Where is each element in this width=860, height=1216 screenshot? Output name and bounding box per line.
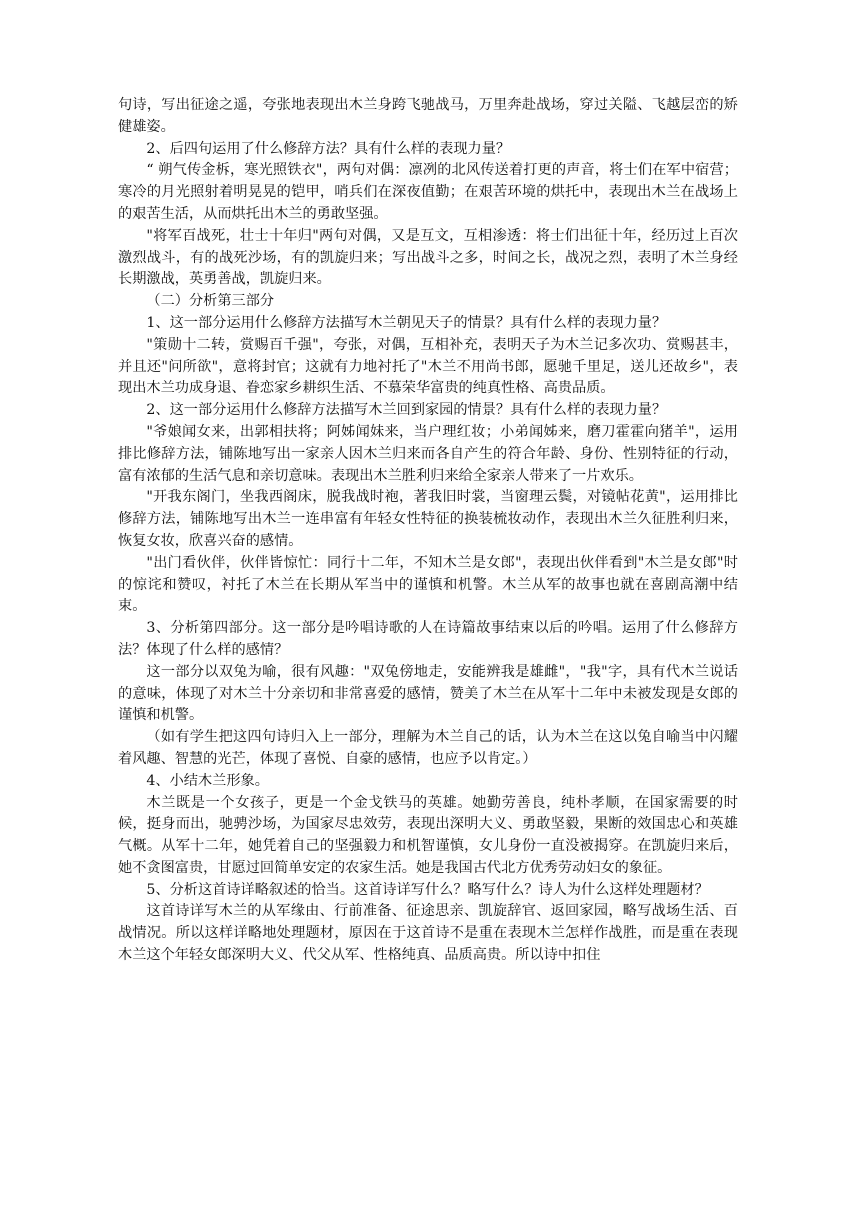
paragraph-14-note: （如有学生把这四句诗归入上一部分，理解为木兰自己的话，认为木兰在这以兔自喻当中闪耀着风趣、智慧的光芒，体现了喜悦、自豪的感情，也应予以肯定。）: [118, 729, 738, 767]
question-3-part-four: 3、分析第四部分。这一部分是吟唱诗歌的人在诗篇故事结束以后的吟唱。运用了什么修辞方法？体现了什么样的感情？: [118, 620, 738, 658]
paragraph-3: “ 朔气传金柝，寒光照铁衣"，两句对偶：凛冽的北风传送着打更的声音，将士们在军中宿营；寒冷的月光照射着明晃晃的铠甲，哨兵们在深夜值勤；在艰苦环境的烘托中，表现出木兰在战场上的艰苦生活，从而烘托出木兰的勇敢坚强。: [118, 162, 738, 222]
paragraph-13: 这一部分以双兔为喻，很有风趣："双兔傍地走，安能辨我是雄雌"，"我"字，具有代木兰说话的意味，体现了对木兰十分亲切和非常喜爱的感情，赞美了木兰在从军十二年中未被发现是女郎的谨慎和机警。: [118, 663, 738, 724]
paragraph-1: 句诗，写出征途之遥，夸张地表现出木兰身跨飞驰战马，万里奔赴战场，穿过关隘、飞越层峦的矫健雄姿。: [118, 97, 738, 135]
paragraph-16: 木兰既是一个女孩子，更是一个金戈铁马的英雄。她勤劳善良，纯朴孝顺，在国家需要的时候，挺身而出，驰骋沙场，为国家尽忠效劳，表现出深明大义、勇敢坚毅，果断的效国忠心和英雄气概。从军十二年，她凭着自己的坚强毅力和机智谨慎，女儿身份一直没被揭穿。在凯旋归来后，她不贪图富贵，甘愿过回简单安定的农家生活。她是我国古代北方优秀劳动妇女的象征。: [118, 794, 738, 876]
paragraph-9: "爷娘闻女来，出郭相扶将；阿姊闻妹来，当户理红妆；小弟闻姊来，磨刀霍霍向猪羊"，运用排比修辞方法，铺陈地写出一家亲人因木兰归来而各自产生的符合年龄、身份、性别特征的行动，富有浓郁的生活气息和亲切意味。表现出木兰胜利归来给全家亲人带来了一片欢乐。: [118, 423, 738, 484]
document-body: [118, 95, 738, 967]
question-1-emperor-scene: 1、这一部分运用什么修辞方法描写木兰朝见天子的情景？具有什么样的表现力量？: [146, 314, 667, 331]
question-4-summary: 4、小结木兰形象。: [146, 772, 269, 789]
question-2-rhetoric-last-four-lines: 2、后四句运用了什么修辞方法？具有什么样的表现力量？: [146, 140, 511, 157]
paragraph-18: 这首诗详写木兰的从军缘由、行前准备、征途思亲、凯旋辞官、返回家园，略写战场生活、百战情况。所以这样详略地处理题材，原因在于这首诗不是重在表现木兰怎样作战胜，而是重在表现木兰这个年轻女郎深明大义、代父从军、性格纯真、品质高贵。所以诗中扣住: [118, 903, 738, 964]
paragraph-11: "出门看伙伴，伙伴皆惊忙：同行十二年，不知木兰是女郎"，表现出伙伴看到"木兰是女郎"时的惊诧和赞叹，衬托了木兰在长期从军当中的谨慎和机警。木兰从军的故事也就在喜剧高潮中结束。: [118, 554, 738, 615]
question-5-detail-brevity: 5、分析这首诗详略叙述的恰当。这首诗详写什么？略写什么？诗人为什么这样处理题材？: [146, 881, 709, 898]
paragraph-4: "将军百战死，壮士十年归"两句对偶，又是互文，互相渗透：将士们出征十年，经历过上百次激烈战斗，有的战死沙场，有的凯旋归来；写出战斗之多，时间之长，战况之烈，表明了木兰身经长期激战，英勇善战，凯旋归来。: [118, 227, 738, 288]
section-heading-part-three: （二）分析第三部分: [146, 293, 275, 310]
question-2-return-home: 2、这一部分运用什么修辞方法描写木兰回到家园的情景？具有什么样的表现力量？: [146, 402, 667, 419]
paragraph-7: "策勋十二转，赏赐百千强"，夸张，对偶，互相补充，表明天子为木兰记多次功、赏赐甚丰，并且还"问所欲"，意将封官；这就有力地衬托了"木兰不用尚书郎，愿驰千里足，送儿还故乡"，表现出木兰功成身退、眷恋家乡耕织生活、不慕荣华富贵的纯真性格、高贵品质。: [118, 336, 738, 397]
paragraph-10: "开我东阁门，坐我西阁床，脱我战时袍，著我旧时裳，当窗理云鬓，对镜帖花黄"，运用排比修辞方法，铺陈地写出木兰一连串富有年轻女性特征的换装梳妆动作，表现出木兰久征胜利归来，恢复女妆，欣喜兴奋的感情。: [118, 489, 738, 549]
